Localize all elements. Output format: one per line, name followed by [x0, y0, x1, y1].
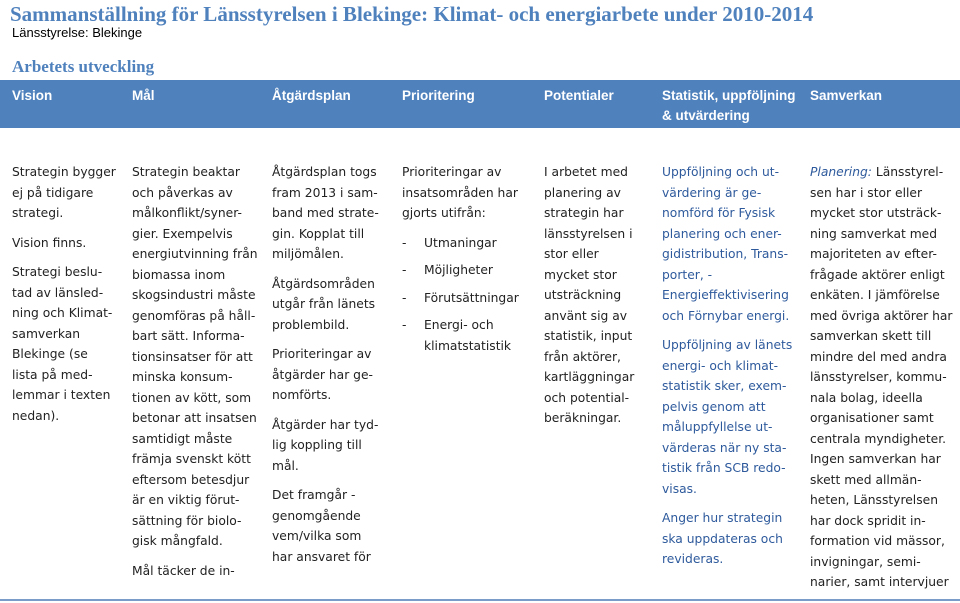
cell-atgardsplan — [272, 162, 392, 567]
section-heading: Arbetets utveckling — [12, 57, 155, 76]
bullet-dash: - — [402, 290, 407, 305]
samverkan-paragraph-1: Länsstyrel- sen har i stor eller mycket stor utsträck- ning samverkat med majoriteten av efter- frågade aktörer enligt enkäten. I jämförelse med övriga aktörer har samverkan skett till mindre del med andra länsstyrelser, kommu- nala bolag, ideella organisationer samt centrala myndigheter. Ingen samverkan har skett med allmän- heten, Länsstyrelsen har dock spridit in- formation vid mässor, invigningar, semi- narier, samt intervjuer — [810, 165, 953, 589]
cell-vision — [12, 162, 122, 426]
atgardsplan-paragraph-4: Åtgärder har tyd- lig koppling till mål. — [272, 417, 379, 473]
list-item — [402, 260, 537, 281]
list-item-text: Utmaningar — [424, 235, 497, 250]
statistik-paragraph-2: Uppföljning av länets energi- och klimat- statistik sker, exem- pelvis genom att måluppfyllelse ut- värderas när ny sta- tistik från SCB redo- visas. — [662, 338, 793, 496]
cell-mal — [132, 162, 262, 581]
potentialer-paragraph-1: I arbetet med planering av strategin har länsstyrelsen i stor eller mycket stor utsträckning använt sig av statistik, input från aktörer, kartläggningar och potential- beräkningar. — [544, 165, 635, 425]
samverkan-label: Planering: — [810, 165, 872, 179]
cell-statistik — [662, 162, 802, 570]
column-header-potentialer: Potentialer — [544, 88, 614, 103]
mal-paragraph-2: Mål täcker de in- — [132, 563, 235, 578]
mal-paragraph-1: Strategin beaktar och påverkas av målkonflikt/syner- gier. Exempelvis energiutvinning från biomassa inom skogsindustri måste genomföras på håll- bart sätt. Informa- tionsinsatser för att minska konsum- tionen av kött, som betonar att insatsen samtidigt måste främja svenskt kött eftersom betesdjur är en viktig förut- sättning för biolo- gisk mångfald. — [132, 165, 258, 548]
vision-paragraph-3: Strategi beslu- tad av länsled- ning och Klimat- samverkan Blekinge (se lista på med- lemmar i texten nedan). — [12, 265, 113, 423]
atgardsplan-paragraph-1: Åtgärdsplan togs fram 2013 i sam- band med strate- gin. Kopplat till miljömålen. — [272, 165, 379, 261]
list-item — [402, 288, 537, 309]
prioritering-intro: Prioriteringar av insatsområden har gjorts utifrån: — [402, 165, 518, 220]
list-item — [402, 233, 537, 254]
vision-paragraph-1: Strategin bygger ej på tidigare strategi. — [12, 165, 116, 220]
atgardsplan-paragraph-2: Åtgärdsområden utgår från länets problembild. — [272, 276, 376, 332]
prioritering-list — [402, 233, 537, 357]
bullet-dash: - — [402, 263, 407, 277]
column-header-atgardsplan: Åtgärdsplan — [272, 88, 351, 103]
bullet-dash: - — [402, 235, 407, 250]
list-item-text: Förutsättningar — [424, 290, 519, 305]
page-subtitle: Länsstyrelse: Blekinge — [12, 25, 143, 40]
cell-prioritering — [402, 162, 537, 356]
statistik-paragraph-3: Anger hur strategin ska uppdateras och revideras. — [662, 511, 783, 566]
atgardsplan-paragraph-5: Det framgår - genomgående vem/vilka som har ansvaret för — [272, 488, 371, 564]
column-header-mal: Mål — [132, 88, 155, 103]
cell-samverkan — [810, 162, 958, 593]
list-item-text: Energi- och klimatstatistik — [424, 318, 512, 353]
vision-paragraph-2: Vision finns. — [12, 235, 87, 250]
list-item — [402, 315, 537, 356]
table-bottom-rule — [0, 599, 960, 601]
bullet-dash: - — [402, 318, 407, 332]
page-title: Sammanställning för Länsstyrelsen i Blekinge: Klimat- och energiarbete under 2010-2014 — [10, 2, 814, 26]
statistik-paragraph-1: Uppföljning och ut- värdering är ge- nomförd för Fysisk planering och ener- gidistribution, Trans- porter, - Energieffektivisering och Förnybar energi. — [662, 165, 790, 323]
column-header-vision: Vision — [12, 88, 53, 103]
column-header-samverkan: Samverkan — [810, 88, 883, 103]
list-item-text: Möjligheter — [424, 263, 493, 277]
column-header-prioritering: Prioritering — [402, 88, 475, 103]
atgardsplan-paragraph-3: Prioriteringar av åtgärder har ge- nomförts. — [272, 347, 373, 402]
column-header-statistik: Statistik, uppföljning & utvärdering — [662, 88, 796, 123]
cell-potentialer — [544, 162, 656, 429]
